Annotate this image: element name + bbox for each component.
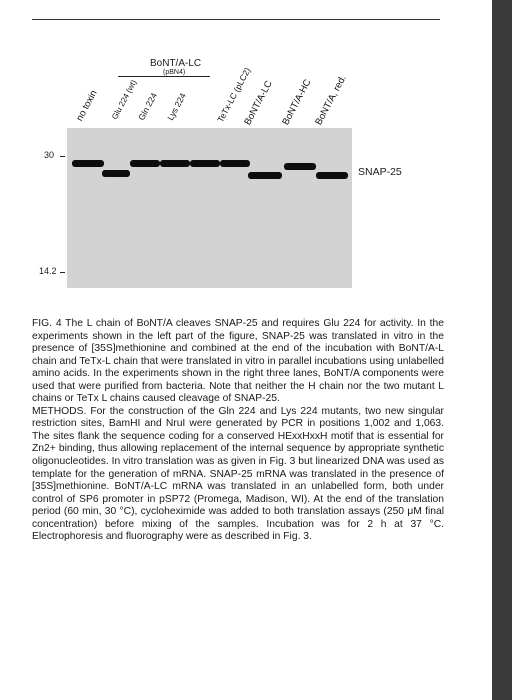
methods-heading: METHODS. (32, 405, 87, 417)
band-lane-2 (102, 170, 130, 177)
group-subheader: (pBN4) (163, 69, 186, 76)
band-lane-9 (316, 172, 348, 179)
marker-14-tick (60, 272, 65, 273)
band-label: SNAP-25 (358, 166, 402, 178)
lane-label-7: BoNT/A-HC (280, 77, 314, 127)
lane-label-2: Glu 224 (wt) (110, 78, 139, 121)
top-rule (32, 19, 440, 20)
band-lane-6 (220, 160, 250, 167)
band-lane-1 (72, 160, 104, 167)
band-lane-5 (190, 160, 220, 167)
caption-paragraph-1 (32, 318, 444, 406)
page-edge-shadow (492, 0, 512, 700)
lane-label-4: Lys 224 (165, 91, 188, 122)
methods-text: For the construction of the Gln 224 and Lys 224 mutants, two new singular restriction sites, BamHI and NruI were generated by PCR in positions 1,002 and 1,063. The sites flank the sequence coding for a conserved HExxHxxH motif that is essential for Zn2+ binding, thus allowing replacement of the internal sequence by appropriate synthetic oligonucleotides. In vitro translation was as given in Fig. 3 but linearized DNA was used as template for the generation of mRNA. SNAP-25 mRNA was translated in the presence of [35S]methionine. BoNT/A-LC mRNA was translated in an unlabelled form, both under control of SP6 promoter in pSP72 (Promega, Madison, WI). At the end of the translation period (60 min, 30 °C), cycloheximide was added to both translation assays (250 μM final concentration) before mixing of the samples. Incubation was for 2 h at 37 °C. Electrophoresis and fluorography were as described in Fig. 3. (32, 405, 444, 543)
marker-14-label: 14.2 (39, 266, 57, 276)
lane-label-8: BoNT/A, red. (313, 73, 349, 127)
figure-label: FIG. 4 (32, 318, 62, 329)
lane-label-1: no toxin (74, 88, 100, 123)
lane-label-3: Gln 224 (136, 91, 159, 122)
group-header: BoNT/A-LC (150, 58, 202, 69)
band-lane-3 (130, 160, 160, 167)
figure-caption (32, 318, 444, 544)
lane-label-5: TeTx-LC (pLC2) (215, 65, 253, 124)
caption-paragraph-2 (32, 406, 444, 544)
band-lane-7 (248, 172, 282, 179)
caption-text: The L chain of BoNT/A cleaves SNAP-25 and requires Glu 224 for activity. In the experiments shown in the left part of the figure, SNAP-25 was translated in vitro in the presence of [35S]methionine and combined at the end of the incubation with BoNT/A-L chain and TeTx-L chain that were translated in vitro in parallel incubations using unlabelled amino acids. In the experiments shown in the right three lanes, BoNT/A components were used that were purified from bacteria. Note that neither the H chain nor the two mutant L chains or TeTx L chains caused cleavage of SNAP-25. (32, 318, 444, 405)
group-bracket (118, 76, 210, 77)
marker-30-label: 30 (44, 150, 55, 160)
lane-label-6: BoNT/A-LC (242, 78, 275, 127)
gel-image (67, 128, 352, 288)
band-lane-4 (160, 160, 190, 167)
marker-30-tick (60, 156, 65, 157)
band-lane-8 (284, 163, 316, 170)
